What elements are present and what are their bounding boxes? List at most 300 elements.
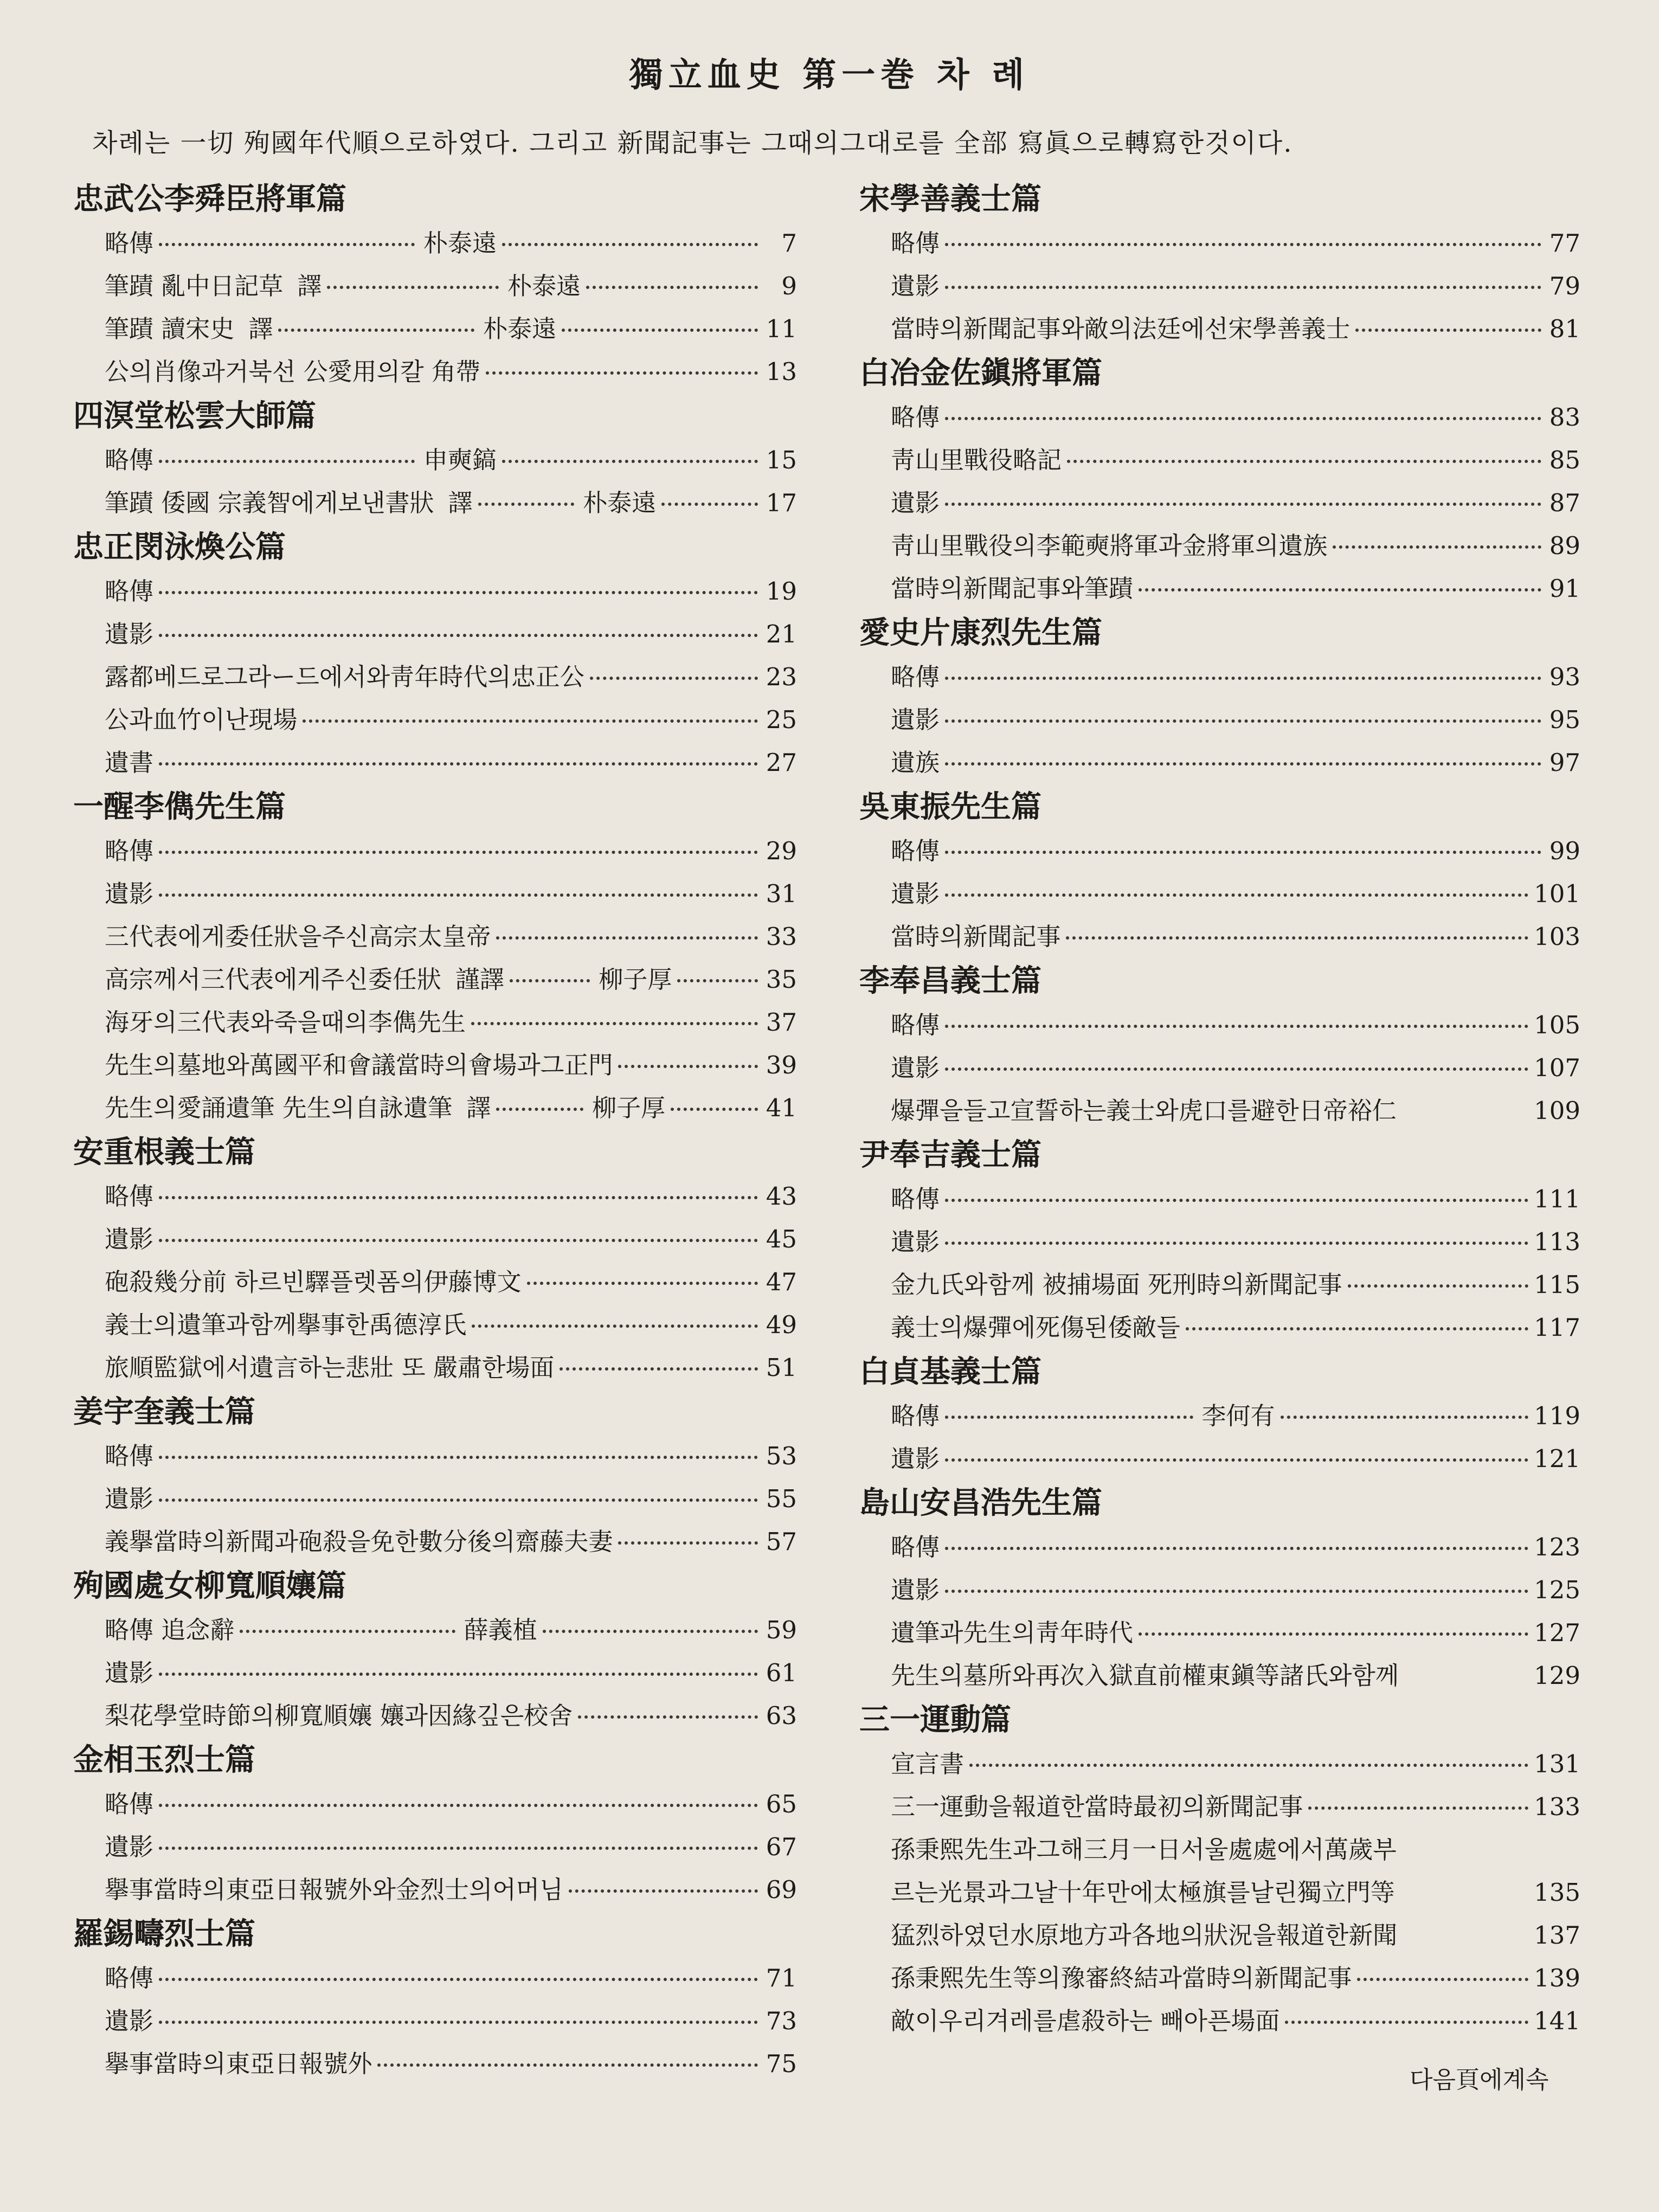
page-number: 75 — [766, 2049, 797, 2078]
page-number: 41 — [766, 1094, 797, 1122]
translation-note: 譯 — [466, 1094, 491, 1122]
dot-leader — [945, 851, 1541, 854]
left-column — [73, 176, 797, 2085]
toc-entry — [73, 1520, 797, 1563]
toc-entry — [859, 1654, 1580, 1697]
toc-entry — [859, 396, 1580, 439]
toc-entry — [859, 1220, 1580, 1263]
entry-label: 遺影 — [891, 488, 940, 517]
entry-author: 柳子厚 — [592, 1094, 666, 1122]
entry-label: 遺影 — [891, 1053, 940, 1082]
entry-label: 遺族 — [891, 748, 940, 777]
dot-leader — [478, 503, 575, 506]
toc-entry — [73, 1825, 797, 1868]
page-number: 71 — [766, 1964, 797, 1992]
entry-author: 朴泰遠 — [423, 229, 497, 258]
entry-label: 遺影 — [105, 1658, 154, 1687]
entry-label: 先生의墓地와萬國平和會議當時의會場과그正門 — [105, 1051, 613, 1079]
toc-entry — [73, 1609, 797, 1651]
entry-label: 遺影 — [891, 879, 940, 908]
entry-author: 申奭鎬 — [423, 446, 497, 474]
entry-label: 義士의遺筆과함께擧事한禹德淳氏 — [105, 1310, 467, 1339]
dot-leader — [945, 243, 1541, 246]
dot-leader — [945, 893, 1528, 897]
toc-entry — [73, 222, 797, 265]
entry-label: 當時의新聞記事와筆蹟 — [891, 574, 1133, 603]
dot-leader — [578, 1715, 758, 1719]
toc-entry — [73, 1868, 797, 1911]
toc-entry — [859, 439, 1580, 481]
section-title: 宋學善義士篇 — [859, 181, 1041, 217]
page-number: 69 — [766, 1875, 797, 1904]
entry-label: 當時의新聞記事와敵의法廷에선宋學善義士 — [891, 314, 1351, 343]
toc-entry — [859, 1394, 1580, 1437]
page-number: 79 — [1549, 272, 1580, 300]
dot-leader — [1067, 460, 1541, 463]
dot-leader — [945, 417, 1541, 420]
dot-leader — [472, 1324, 758, 1328]
toc-entry — [73, 1694, 797, 1737]
toc-entry — [73, 872, 797, 915]
entry-label: 孫秉熙先生等의豫審終結과當時의新聞記事 — [891, 1964, 1352, 1992]
dot-leader — [278, 329, 474, 332]
dot-leader — [496, 936, 758, 940]
dot-leader — [569, 1889, 758, 1893]
entry-label: 略傳 — [891, 663, 940, 691]
toc-entry — [859, 222, 1580, 265]
entry-label: 遺影 — [891, 272, 940, 300]
toc-entry — [859, 655, 1580, 698]
section-title: 羅錫疇烈士篇 — [73, 1916, 255, 1952]
page-number: 125 — [1534, 1576, 1580, 1604]
entry-label: 遺影 — [891, 1227, 940, 1256]
entry-label: 旅順監獄에서遺言하는悲壯 또 嚴肅한場面 — [105, 1353, 555, 1382]
entry-label: 略傳 追念辭 — [105, 1616, 235, 1644]
entry-label: 義士의爆彈에死傷된倭敵들 — [891, 1313, 1180, 1342]
toc-entry — [859, 741, 1580, 784]
page-number: 31 — [766, 879, 797, 908]
dot-leader — [1355, 329, 1541, 332]
entry-label: 略傳 — [891, 403, 940, 432]
page-number: 85 — [1549, 446, 1580, 474]
dot-leader — [969, 1764, 1528, 1767]
entry-label: 略傳 — [891, 1185, 940, 1213]
page-number: 97 — [1549, 748, 1580, 777]
dot-leader — [1333, 545, 1541, 549]
page-number: 129 — [1534, 1661, 1580, 1690]
page-number: 123 — [1534, 1533, 1580, 1561]
page-number: 25 — [766, 705, 797, 734]
entry-author: 朴泰遠 — [583, 488, 657, 517]
entry-label: 遺影 — [105, 1225, 154, 1253]
dot-leader — [618, 1541, 758, 1545]
entry-label: 遺影 — [105, 620, 154, 648]
entry-label: 露都베드로그라ー드에서와靑年時代의忠正公 — [105, 663, 584, 691]
dot-leader — [527, 1282, 758, 1285]
toc-entry — [859, 1999, 1580, 2042]
toc-entry — [73, 439, 797, 481]
section-title: 尹奉吉義士篇 — [859, 1137, 1041, 1173]
toc-entry — [859, 872, 1580, 915]
toc-entry — [859, 915, 1580, 958]
entry-label: 義擧當時의新聞과砲殺을免한數分後의齋藤夫妻 — [105, 1527, 613, 1556]
dot-leader — [1186, 1327, 1528, 1330]
page-number: 23 — [766, 663, 797, 691]
entry-label: 略傳 — [105, 446, 154, 474]
entry-label: 先生의愛誦遺筆 先生의自詠遺筆 — [105, 1094, 453, 1122]
entry-label: 略傳 — [891, 1011, 940, 1039]
toc-entry — [73, 1999, 797, 2042]
toc-entry — [73, 1044, 797, 1086]
toc-entry — [73, 958, 797, 1001]
entry-label: 金九氏와함께 被捕場面 死刑時의新聞記事 — [891, 1270, 1342, 1299]
toc-entry — [73, 613, 797, 655]
section-title: 姜宇奎義士篇 — [73, 1394, 255, 1430]
toc-entry — [73, 1303, 797, 1346]
dot-leader — [377, 2063, 758, 2067]
dot-leader — [618, 1065, 758, 1068]
page-number: 95 — [1549, 705, 1580, 734]
section-title: 三一運動篇 — [859, 1702, 1011, 1738]
page-number: 73 — [766, 2007, 797, 2035]
toc-entry — [859, 1742, 1580, 1785]
section-title: 一醒李儁先生篇 — [73, 789, 286, 825]
section-title: 忠武公李舜臣將軍篇 — [73, 181, 346, 217]
page-number: 47 — [766, 1268, 797, 1296]
dot-leader — [159, 1239, 758, 1242]
entry-label: 宣言書 — [891, 1750, 964, 1778]
toc-entry — [73, 1001, 797, 1044]
dot-leader — [327, 286, 499, 289]
page-number: 83 — [1549, 403, 1580, 432]
page-number: 99 — [1549, 837, 1580, 865]
toc-entry — [859, 1004, 1580, 1046]
entry-label: 筆蹟 倭國 宗義智에게보낸書狀 — [105, 488, 434, 517]
toc-entry — [73, 655, 797, 698]
toc-entry — [859, 1785, 1580, 1828]
page-number: 45 — [766, 1225, 797, 1253]
entry-label: 略傳 — [105, 1182, 154, 1211]
section-title: 愛史片康烈先生篇 — [859, 615, 1102, 651]
dot-leader — [945, 719, 1541, 723]
toc-entry — [859, 307, 1580, 350]
dot-leader — [159, 851, 758, 854]
entry-label: 三一運動을報道한當時最初의新聞記事 — [891, 1792, 1303, 1821]
toc-entry — [73, 1957, 797, 1999]
page-number: 115 — [1534, 1270, 1580, 1299]
dot-leader — [510, 979, 590, 982]
toc-entry — [73, 1435, 797, 1477]
page-number: 49 — [766, 1310, 797, 1339]
toc-entry — [73, 1477, 797, 1520]
toc-entry — [859, 524, 1580, 567]
toc-entry — [859, 265, 1580, 307]
page-number: 11 — [766, 314, 797, 343]
entry-label: 略傳 — [105, 1964, 154, 1992]
entry-label: 遺影 — [891, 705, 940, 734]
page-number: 119 — [1534, 1401, 1580, 1430]
toc-entry — [859, 1263, 1580, 1306]
toc-entry — [73, 829, 797, 872]
toc-entry — [859, 1871, 1580, 1914]
page-number: 127 — [1534, 1618, 1580, 1647]
dot-leader — [159, 634, 758, 637]
toc-entry — [73, 1783, 797, 1825]
entry-label: 筆蹟 讀宋史 — [105, 314, 235, 343]
dot-leader — [240, 1630, 455, 1633]
toc-entry — [73, 741, 797, 784]
dot-leader — [1285, 2021, 1528, 2024]
toc-entry — [73, 1218, 797, 1261]
toc-entry — [73, 1651, 797, 1694]
page-number: 27 — [766, 748, 797, 777]
entry-label: 先生의墓所와再次入獄直前權東鎭等諸氏와함께 — [891, 1661, 1399, 1690]
toc-entry — [859, 1526, 1580, 1568]
page-number: 59 — [766, 1616, 798, 1644]
section-title: 白貞基義士篇 — [859, 1354, 1041, 1390]
dot-leader — [159, 1847, 758, 1850]
page-number: 53 — [766, 1442, 797, 1470]
toc-entry — [73, 1086, 797, 1129]
toc-entry — [859, 698, 1580, 741]
dot-leader — [159, 1456, 758, 1459]
page-number: 87 — [1549, 488, 1580, 517]
dot-leader — [1281, 1416, 1529, 1419]
dot-leader — [945, 1547, 1528, 1550]
page-number: 35 — [766, 965, 798, 994]
section-title: 忠正閔泳煥公篇 — [73, 529, 286, 565]
page-number: 109 — [1534, 1096, 1580, 1125]
dot-leader — [1066, 936, 1528, 940]
right-column — [859, 176, 1580, 2042]
toc-entry — [859, 1828, 1580, 1871]
dot-leader — [945, 1416, 1193, 1419]
toc-entry — [859, 1437, 1580, 1480]
toc-entry — [73, 265, 797, 307]
toc-entry — [859, 1568, 1580, 1611]
page-number: 89 — [1549, 531, 1580, 560]
dot-leader — [159, 1673, 758, 1676]
dot-leader — [159, 1499, 758, 1502]
toc-entry — [73, 350, 797, 393]
page-number: 93 — [1549, 663, 1580, 691]
dot-leader — [1139, 588, 1541, 591]
dot-leader — [502, 243, 758, 246]
entry-label: 遺書 — [105, 748, 154, 777]
dot-leader — [945, 1199, 1528, 1202]
dot-leader — [1308, 1806, 1528, 1810]
entry-label: 略傳 — [105, 229, 154, 258]
section-title: 島山安昌浩先生篇 — [859, 1485, 1102, 1521]
page-number: 91 — [1549, 574, 1580, 603]
dot-leader — [562, 329, 758, 332]
page-number: 37 — [766, 1008, 797, 1037]
dot-leader — [486, 371, 758, 375]
page-number: 67 — [766, 1832, 797, 1861]
dot-leader — [159, 2021, 758, 2024]
dot-leader — [945, 677, 1541, 680]
page-number: 7 — [781, 229, 797, 258]
translation-note: 譯 — [448, 488, 473, 517]
entry-author: 朴泰遠 — [507, 272, 581, 300]
entry-label: 略傳 — [891, 229, 940, 258]
page-number: 61 — [766, 1658, 797, 1687]
page-number: 81 — [1549, 314, 1580, 343]
dot-leader — [945, 286, 1541, 289]
entry-label: 三代表에게委任狀을주신高宗太皇帝 — [105, 922, 491, 951]
page-number: 55 — [766, 1484, 797, 1513]
entry-author: 薛義植 — [464, 1616, 537, 1644]
page-number: 141 — [1534, 2007, 1580, 2035]
dot-leader — [159, 762, 758, 766]
dot-leader — [671, 1108, 758, 1111]
entry-label: 르는光景과그날十年만에太極旗를날린獨立門等 — [891, 1878, 1395, 1907]
entry-label: 遺影 — [105, 1484, 154, 1513]
toc-entry — [859, 1089, 1580, 1132]
toc-entry — [73, 1346, 797, 1389]
toc-entry — [859, 1957, 1580, 1999]
dot-leader — [1357, 1978, 1528, 1981]
entry-label: 敵이우리겨레를虐殺하는 빼아픈場面 — [891, 2007, 1280, 2035]
section-title: 殉國處女柳寬順孃篇 — [73, 1568, 346, 1604]
section-title: 李奉昌義士篇 — [859, 963, 1041, 999]
translation-note: 謹譯 — [455, 965, 504, 994]
entry-label: 遺影 — [105, 2007, 154, 2035]
dot-leader — [159, 1196, 758, 1199]
entry-label: 海牙의三代表와죽을때의李儁先生 — [105, 1008, 466, 1037]
entry-label: 遺影 — [105, 1832, 154, 1861]
translation-note: 譯 — [248, 314, 273, 343]
entry-label: 遺影 — [105, 879, 154, 908]
entry-label: 公의肖像과거북선 公愛用의칼 角帶 — [105, 357, 480, 386]
dot-leader — [1139, 1632, 1528, 1636]
page-number: 39 — [766, 1051, 797, 1079]
entry-label: 遺筆과先生의靑年時代 — [891, 1618, 1133, 1647]
entry-label: 孫秉熙先生과그해三月一日서울處處에서萬歲부 — [891, 1835, 1397, 1864]
page-number: 9 — [781, 272, 797, 300]
entry-label: 略傳 — [891, 837, 940, 865]
entry-label: 略傳 — [105, 1442, 154, 1470]
entry-label: 靑山里戰役略記 — [891, 446, 1062, 474]
dot-leader — [677, 979, 758, 982]
entry-label: 擧事當時의東亞日報號外와金烈士의어머님 — [105, 1875, 563, 1904]
entry-label: 高宗께서三代表에게주신委任狀 — [105, 965, 441, 994]
dot-leader — [590, 677, 758, 680]
entry-label: 當時의新聞記事 — [891, 922, 1061, 951]
toc-entry — [859, 567, 1580, 610]
dot-leader — [945, 503, 1541, 506]
page-number: 139 — [1534, 1964, 1580, 1992]
page-number: 137 — [1534, 1921, 1580, 1950]
entry-label: 略傳 — [105, 1790, 154, 1818]
toc-entry — [859, 1611, 1580, 1654]
entry-label: 筆蹟 亂中日記草 — [105, 272, 284, 300]
entry-author: 柳子厚 — [599, 965, 672, 994]
section-title: 金相玉烈士篇 — [73, 1742, 255, 1778]
page-number: 133 — [1534, 1792, 1580, 1821]
entry-label: 爆彈을들고宣誓하는義士와虎口를避한日帝裕仁 — [891, 1096, 1397, 1125]
entry-author: 李何有 — [1201, 1401, 1275, 1430]
dot-leader — [1348, 1284, 1529, 1288]
entry-label: 遺影 — [891, 1576, 940, 1604]
section-title: 吳東振先生篇 — [859, 789, 1041, 825]
dot-leader — [471, 1022, 758, 1025]
page-number: 117 — [1534, 1313, 1580, 1342]
page-number: 17 — [766, 488, 797, 517]
section-title: 安重根義士篇 — [73, 1134, 255, 1170]
dot-leader — [159, 591, 758, 594]
entry-label: 梨花學堂時節의柳寬順孃 孃과因緣깊은校舍 — [105, 1701, 573, 1730]
dot-leader — [945, 1458, 1528, 1462]
dot-leader — [502, 460, 758, 463]
page-number: 105 — [1534, 1011, 1580, 1039]
dot-leader — [159, 893, 758, 897]
dot-leader — [496, 1108, 583, 1111]
continued-note: 다음頁에계속 — [1410, 2066, 1549, 2094]
page-number: 57 — [766, 1527, 797, 1556]
dot-leader — [159, 460, 415, 463]
page-number: 111 — [1534, 1185, 1580, 1213]
dot-leader — [945, 1025, 1528, 1028]
toc-entry — [859, 1914, 1580, 1957]
dot-leader — [159, 243, 415, 246]
entry-label: 猛烈하였던水原地方과各地의狀況을報道한新聞 — [891, 1921, 1398, 1950]
page-number: 65 — [766, 1790, 797, 1818]
page-number: 19 — [766, 577, 797, 606]
intro-note: 차례는 一切 殉國年代順으로하였다. 그리고 新聞記事는 그때의그대로를 全部 寫眞으로轉寫한것이다. — [92, 128, 1293, 158]
toc-entry — [859, 1178, 1580, 1220]
toc-entry — [73, 1175, 797, 1218]
dot-leader — [945, 762, 1541, 766]
page-number: 103 — [1534, 922, 1580, 951]
entry-label: 擧事當時의東亞日報號外 — [105, 2049, 372, 2078]
page-title: 獨立血史 第一巻 차 례 — [629, 55, 1030, 94]
entry-author: 朴泰遠 — [483, 314, 557, 343]
dot-leader — [945, 1068, 1528, 1071]
dot-leader — [560, 1367, 758, 1371]
toc-entry — [73, 698, 797, 741]
toc-entry — [859, 1046, 1580, 1089]
entry-label: 公과血竹이난現場 — [105, 705, 298, 734]
toc-entry — [859, 829, 1580, 872]
dot-leader — [945, 1242, 1528, 1245]
dot-leader — [159, 1978, 758, 1981]
toc-entry — [73, 481, 797, 524]
page-number: 13 — [766, 357, 797, 386]
entry-label: 砲殺幾分前 하르빈驛플렛폼의伊藤博文 — [105, 1268, 522, 1296]
toc-entry — [73, 307, 797, 350]
page-number: 121 — [1534, 1444, 1580, 1473]
dot-leader — [661, 503, 758, 506]
entry-label: 略傳 — [105, 577, 154, 606]
page-number: 43 — [766, 1182, 797, 1211]
page-number: 29 — [766, 837, 797, 865]
page-number: 63 — [766, 1701, 797, 1730]
entry-label: 略傳 — [891, 1533, 940, 1561]
section-title: 四溟堂松雲大師篇 — [73, 398, 316, 434]
toc-entry — [859, 481, 1580, 524]
dot-leader — [543, 1630, 758, 1633]
entry-label: 略傳 — [105, 837, 154, 865]
translation-note: 譯 — [297, 272, 322, 300]
page-number: 107 — [1534, 1053, 1580, 1082]
dot-leader — [303, 719, 758, 723]
entry-label: 遺影 — [891, 1444, 940, 1473]
toc-entry — [73, 570, 797, 613]
entry-label: 略傳 — [891, 1401, 940, 1430]
page-number: 131 — [1534, 1750, 1580, 1778]
dot-leader — [586, 286, 758, 289]
